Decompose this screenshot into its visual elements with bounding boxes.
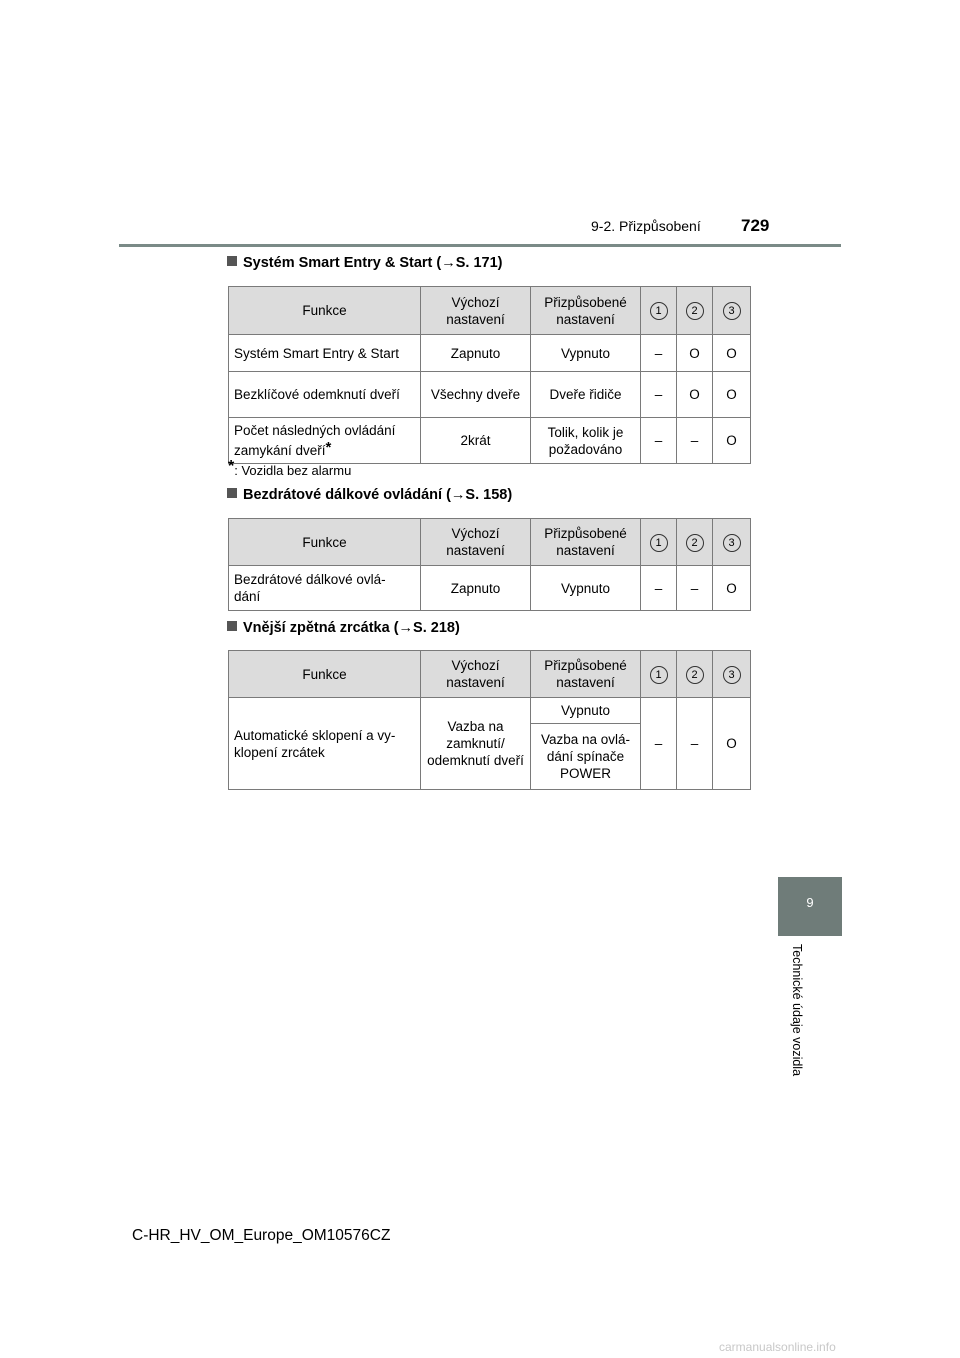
custom-cell: Vypnuto — [531, 335, 641, 372]
mode-cell: O — [713, 335, 751, 372]
custom-cell: Vypnuto — [531, 698, 641, 724]
circled-one-icon: 1 — [650, 666, 668, 684]
smart-entry-table — [228, 286, 751, 464]
column-header — [641, 651, 677, 698]
page-number: 729 — [741, 216, 770, 235]
mode-cell: O — [713, 418, 751, 464]
mode-cell: O — [677, 335, 713, 372]
header-divider — [119, 244, 841, 247]
footnote-marker: * — [228, 458, 235, 475]
column-header — [641, 287, 677, 335]
mode-cell: O — [713, 372, 751, 418]
mode-cell: O — [713, 566, 751, 611]
table-row — [229, 566, 751, 611]
default-cell: Zapnuto — [421, 566, 531, 611]
footnote: *: Vozidla bez alarmu — [228, 458, 352, 478]
column-header: Funkce — [229, 651, 421, 698]
mode-cell: – — [677, 698, 713, 790]
column-header: Výchozí nastavení — [421, 651, 531, 698]
mode-cell: – — [677, 418, 713, 464]
custom-cell: Vypnuto — [531, 566, 641, 611]
circled-one-icon: 1 — [650, 534, 668, 552]
table-row — [229, 372, 751, 418]
remote-control-table — [228, 518, 751, 611]
section-title: 9-2. Přizpůsobení — [591, 218, 701, 234]
square-bullet-icon — [227, 488, 237, 498]
circled-three-icon: 3 — [723, 302, 741, 320]
square-bullet-icon — [227, 621, 237, 631]
section-heading-remote-control: Bezdrátové dálkové ovládání (→S. 158) — [227, 487, 512, 503]
function-cell: Bezklíčové odemknutí dveří — [229, 372, 421, 418]
document-id: C-HR_HV_OM_Europe_OM10576CZ — [132, 1227, 391, 1244]
table-row — [229, 418, 751, 464]
default-cell: Vazba na zamknutí/ odemknutí dveří — [421, 698, 531, 790]
mode-cell: – — [641, 372, 677, 418]
function-cell: Bezdrátové dálkové ovlá- dání — [229, 566, 421, 611]
mode-cell: – — [641, 698, 677, 790]
circled-two-icon: 2 — [686, 302, 704, 320]
mode-cell: – — [641, 335, 677, 372]
mode-cell: O — [677, 372, 713, 418]
column-header — [641, 519, 677, 566]
table-header-row — [229, 519, 751, 566]
section-heading-smart-entry: Systém Smart Entry & Start (→S. 171) — [227, 255, 502, 271]
table-row — [229, 698, 751, 724]
default-cell: Všechny dveře — [421, 372, 531, 418]
watermark: carmanualsonline.info — [719, 1340, 836, 1354]
column-header — [713, 519, 751, 566]
section-heading-mirrors: Vnější zpětná zrcátka (→S. 218) — [227, 620, 460, 636]
square-bullet-icon — [227, 256, 237, 266]
default-cell: 2krát — [421, 418, 531, 464]
chapter-number: 9 — [806, 895, 814, 910]
table-row — [229, 335, 751, 372]
footnote-marker: * — [325, 439, 332, 456]
function-cell: Počet následných ovládání zamykání dveří* — [229, 418, 421, 464]
column-header — [713, 651, 751, 698]
mode-cell: – — [677, 566, 713, 611]
column-header: Výchozí nastavení — [421, 287, 531, 335]
column-header: Přizpůsobené nastavení — [531, 287, 641, 335]
custom-cell: Vazba na ovlá- dání spínače POWER — [531, 724, 641, 790]
column-header — [713, 287, 751, 335]
chapter-tab — [778, 877, 842, 936]
default-cell: Zapnuto — [421, 335, 531, 372]
mode-cell: – — [641, 566, 677, 611]
function-cell: Systém Smart Entry & Start — [229, 335, 421, 372]
circled-three-icon: 3 — [723, 534, 741, 552]
circled-three-icon: 3 — [723, 666, 741, 684]
column-header — [677, 287, 713, 335]
column-header: Funkce — [229, 519, 421, 566]
function-cell: Automatické sklopení a vy- klopení zrcátek — [229, 698, 421, 790]
column-header: Výchozí nastavení — [421, 519, 531, 566]
table-header-row — [229, 651, 751, 698]
mirrors-table — [228, 650, 751, 790]
column-header: Funkce — [229, 287, 421, 335]
custom-cell: Dveře řidiče — [531, 372, 641, 418]
chapter-label: Technické údaje vozidla — [790, 944, 804, 1077]
column-header — [677, 651, 713, 698]
circled-one-icon: 1 — [650, 302, 668, 320]
custom-cell: Tolik, kolik je požadováno — [531, 418, 641, 464]
mode-cell: – — [641, 418, 677, 464]
table-header-row — [229, 287, 751, 335]
mode-cell: O — [713, 698, 751, 790]
circled-two-icon: 2 — [686, 666, 704, 684]
circled-two-icon: 2 — [686, 534, 704, 552]
column-header — [677, 519, 713, 566]
column-header: Přizpůsobené nastavení — [531, 651, 641, 698]
column-header: Přizpůsobené nastavení — [531, 519, 641, 566]
